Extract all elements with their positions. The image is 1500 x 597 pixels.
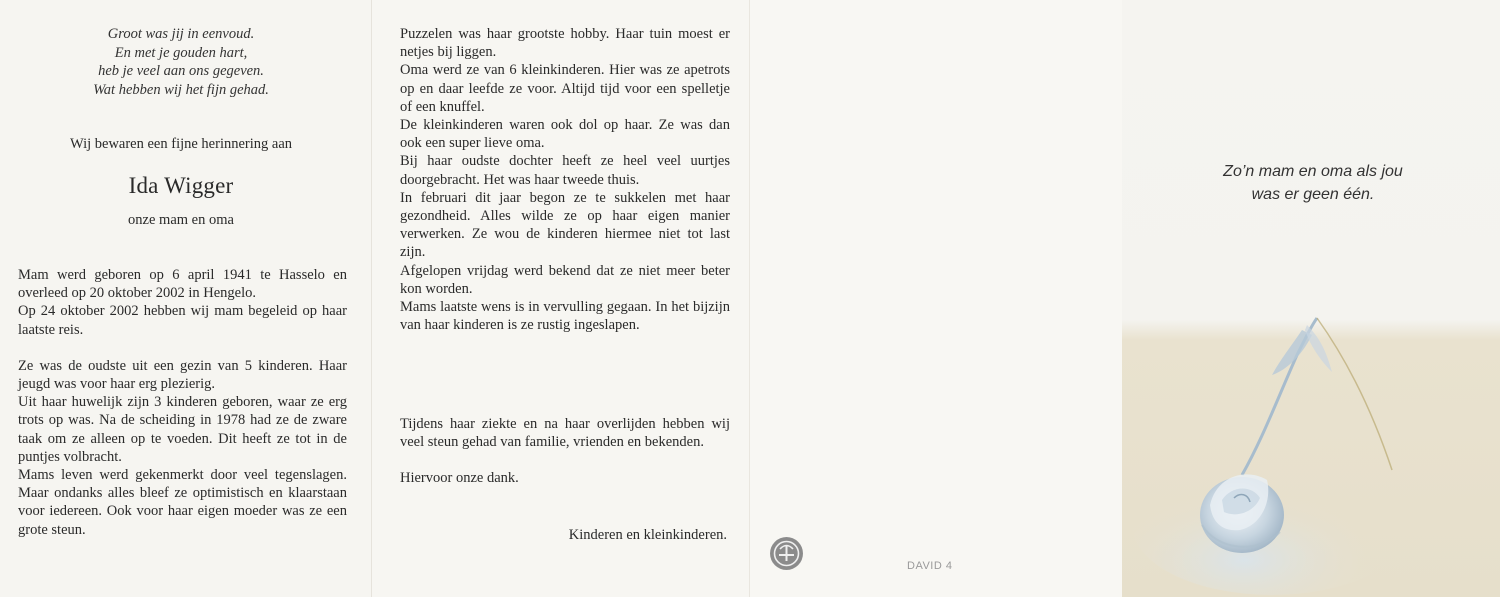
relation-subtitle: onze mam en oma — [128, 212, 234, 228]
front-quote — [1172, 160, 1454, 206]
paragraph: Tijdens haar ziekte en na haar overlijden hebben wij veel steun gehad van familie, vrienden en bekenden. — [400, 416, 730, 451]
paragraph: Ze was de oudste uit een gezin van 5 kinderen. Haar jeugd was voor haar erg plezierig. — [18, 357, 347, 393]
paragraph: De kleinkinderen waren ook dol op haar. Ze was dan ook een super lieve oma. — [400, 117, 730, 152]
card-panel-back — [750, 0, 1122, 597]
paragraph: In februari dit jaar begon ze te sukkelen met haar gezondheid. Alles wilde ze op haar eigen manier verwerken. Ze wou de kinderen hiermee niet tot last zijn. — [400, 189, 730, 261]
paragraph: Hiervoor onze dank. — [400, 470, 519, 487]
acknowledgement — [400, 415, 730, 488]
paragraph: Bij haar oudste dochter heeft ze heel veel uurtjes doorgebracht. Het was haar tweede thuis. — [400, 153, 730, 188]
paragraph: Oma werd ze van 6 kleinkinderen. Hier was ze apetrots op en daar leefde ze voor. Altijd tijd voor een spelletje of een knuffel. — [400, 62, 730, 115]
poem-line: Groot was jij in eenvoud. — [107, 26, 255, 42]
remembrance-intro: Wij bewaren een fijne herinnering aan — [69, 136, 293, 152]
poem-line: En met je gouden hart, — [114, 44, 248, 61]
quote-line: was er geen één. — [1251, 186, 1375, 203]
deceased-name: Ida Wigger — [128, 173, 234, 198]
card-panel-middle — [372, 0, 750, 597]
paragraph: Uit haar huwelijk zijn 3 kinderen geboren, waar ze erg trots op was. Na de scheiding in 1978 had ze de zware taak om ze alleen op te voeden. Dit heeft ze tot in de puntjes volbracht. — [18, 394, 347, 465]
poem-line: heb je veel aan ons gegeven. — [98, 63, 264, 79]
card-panel-left — [0, 0, 372, 597]
paragraph: Mams leven werd gekenmerkt door veel tegenslagen. Maar ondanks alles bleef ze optimistisch en klaarstaan voor iedereen. Ook voor haar eigen moeder was ze een grote steun. — [18, 467, 347, 538]
paragraph: Afgelopen vrijdag werd bekend dat ze niet meer beter kon worden. — [400, 262, 730, 297]
print-code: DAVID 4 — [907, 560, 953, 572]
card-panel-front — [1122, 0, 1500, 597]
rose-illustration — [1122, 300, 1500, 597]
poem — [0, 25, 362, 99]
paragraph: Mams laatste wens is in vervulling gegaan. In het bijzijn van haar kinderen is ze rustig ingeslapen. — [400, 299, 730, 334]
poem-line: Wat hebben wij het fijn gehad. — [93, 81, 269, 98]
paragraph: Op 24 oktober 2002 hebben wij mam begeleid op haar laatste reis. — [18, 303, 347, 338]
mondial-logo-icon — [770, 537, 803, 570]
quote-line: Zo’n mam en oma als jou — [1223, 163, 1403, 180]
paragraph: Puzzelen was haar grootste hobby. Haar tuin moest er netjes bij liggen. — [400, 26, 730, 61]
signoff: Kinderen en kleinkinderen. — [568, 527, 727, 543]
paragraph: Mam werd geboren op 6 april 1941 te Hasselo en overleed op 20 oktober 2002 in Hengelo. — [18, 267, 347, 302]
biography-text-continued — [400, 25, 730, 334]
biography-text — [18, 266, 347, 539]
